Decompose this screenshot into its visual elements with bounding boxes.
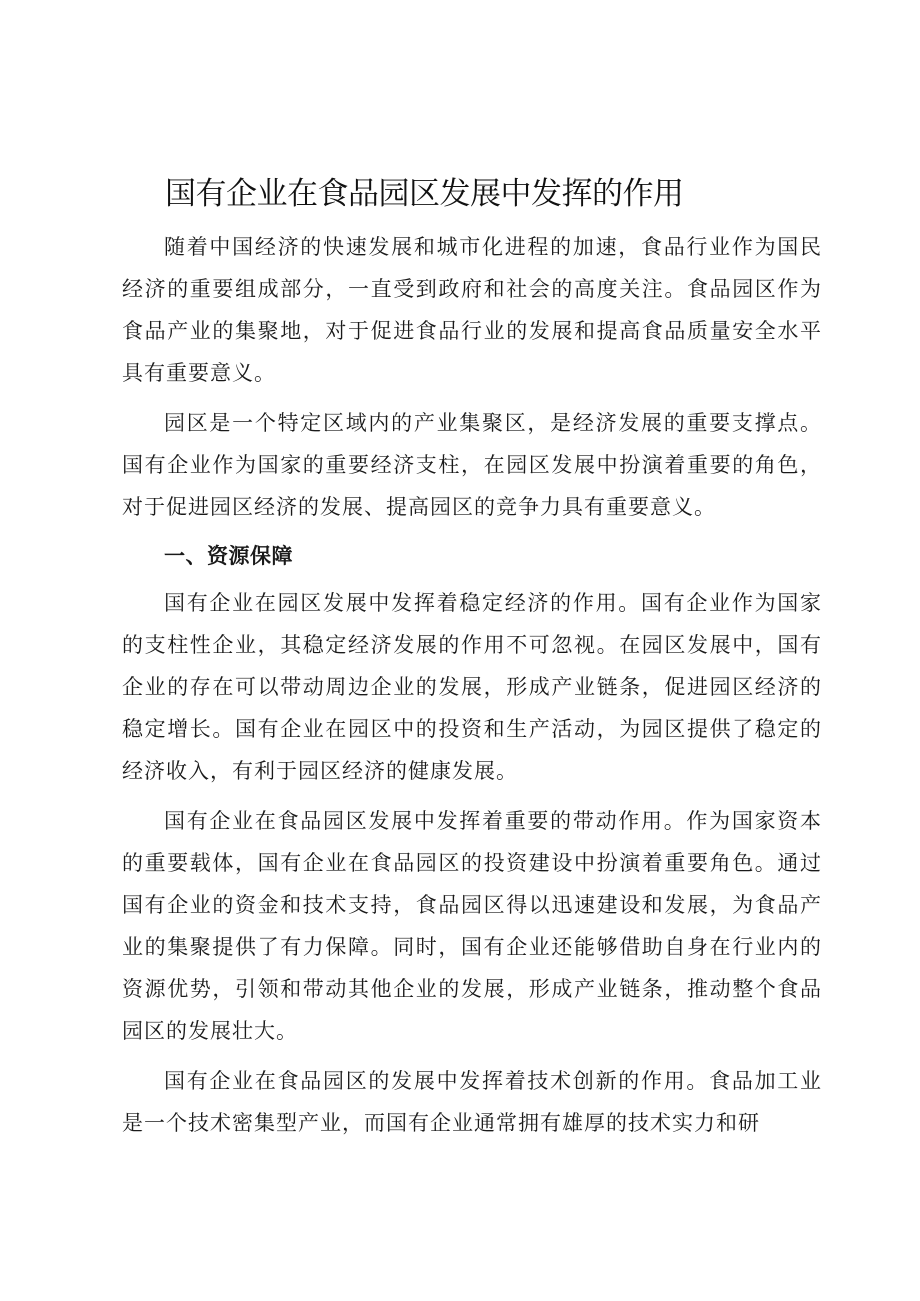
section-heading-resource-guarantee: 一、资源保障 xyxy=(164,544,293,568)
document-body xyxy=(122,226,822,1152)
intro-paragraph-1: 随着中国经济的快速发展和城市化进程的加速，食品行业作为国民经济的重要组成部分，一直受到政府和社会的高度关注。食品园区作为食品产业的集聚地，对于促进食品行业的发展和提高食品质量安全水平具有重要意义。 xyxy=(122,235,822,385)
section-1-paragraph-3: 国有企业在食品园区的发展中发挥着技术创新的作用。食品加工业是一个技术密集型产业，而国有企业通常拥有雄厚的技术实力和研 xyxy=(122,1069,822,1135)
intro-paragraph-2: 园区是一个特定区域内的产业集聚区，是经济发展的重要支撑点。国有企业作为国家的重要经济支柱，在园区发展中扮演着重要的角色，对于促进园区经济的发展、提高园区的竞争力具有重要意义。 xyxy=(122,411,822,519)
document-title: 国有企业在食品园区发展中发挥的作用 xyxy=(165,176,684,212)
section-1-paragraph-2: 国有企业在食品园区发展中发挥着重要的带动作用。作为国家资本的重要载体，国有企业在食品园区的投资建设中扮演着重要角色。通过国有企业的资金和技术支持，食品园区得以迅速建设和发展，为食品产业的集聚提供了有力保障。同时，国有企业还能够借助自身在行业内的资源优势，引领和带动其他企业的发展，形成产业链条，推动整个食品园区的发展壮大。 xyxy=(122,809,822,1043)
section-1-paragraph-1: 国有企业在园区发展中发挥着稳定经济的作用。国有企业作为国家的支柱性企业，其稳定经济发展的作用不可忽视。在园区发展中，国有企业的存在可以带动周边企业的发展，形成产业链条，促进园区经济的稳定增长。国有企业在园区中的投资和生产活动，为园区提供了稳定的经济收入，有利于园区经济的健康发展。 xyxy=(122,591,822,783)
